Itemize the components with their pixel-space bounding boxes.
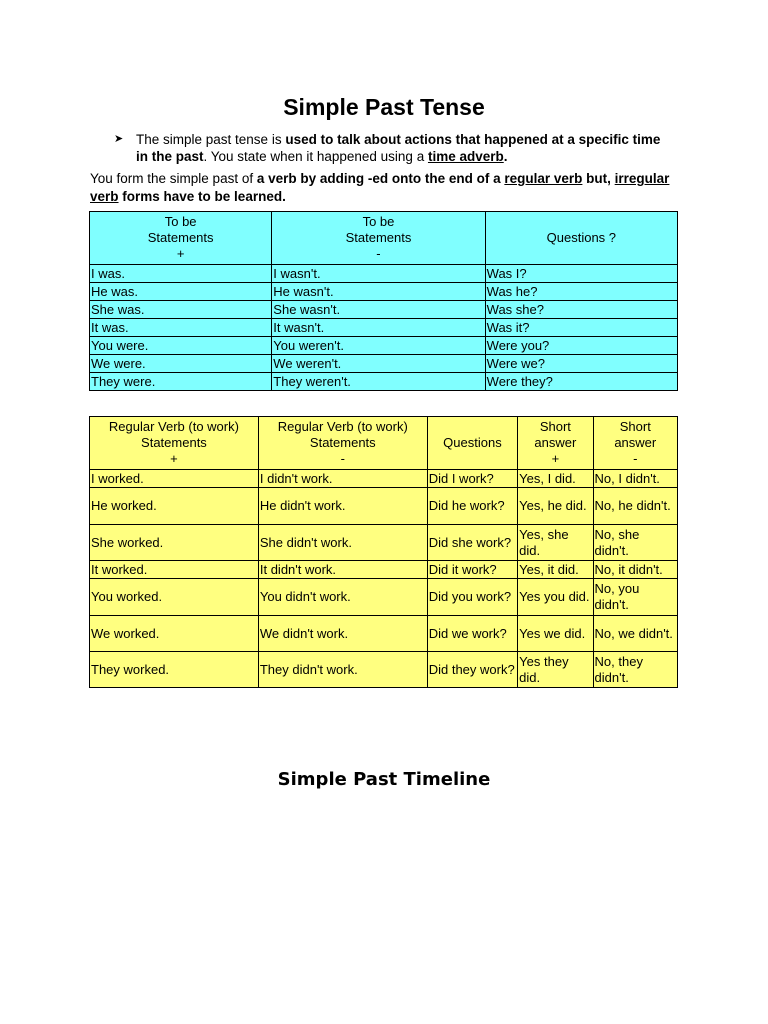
arrow-bullet-icon: ➤ [114,133,124,145]
table-header-row [90,417,678,470]
header-line: answer [534,435,577,450]
header-cell-short-answer-positive [518,417,593,470]
header-line: Statements [309,435,376,450]
header-line: To be [362,214,395,229]
table-cell: I worked. [90,470,259,488]
table-cell: They weren't. [272,373,485,391]
to-be-table [89,211,678,391]
table-cell: Did she work? [427,525,517,561]
table-cell: Were we? [485,355,677,373]
header-line: To be [164,214,197,229]
table-cell: Did I work? [427,470,517,488]
table-cell: We didn't work. [258,616,427,652]
bullet-point [114,131,674,165]
table-cell: We were. [90,355,272,373]
table-cell: No, I didn't. [593,470,677,488]
table-cell: Did they work? [427,652,517,688]
table-cell: It worked. [90,561,259,579]
table-cell: She was. [90,301,272,319]
header-line: - [340,451,345,466]
header-line: - [633,451,638,466]
intro-text-bold: but, [582,171,615,186]
table-cell: I didn't work. [258,470,427,488]
table-cell: She didn't work. [258,525,427,561]
regular-verb-term: regular verb [504,171,583,186]
header-cell-questions [427,417,517,470]
table-row [90,265,678,283]
table-cell: Did we work? [427,616,517,652]
table-cell: You weren't. [272,337,485,355]
table-cell: Yes, I did. [518,470,593,488]
table-cell: He wasn't. [272,283,485,301]
header-line: Questions ? [546,230,617,245]
table-cell: Was he? [485,283,677,301]
table-cell: You didn't work. [258,579,427,616]
header-cell-questions [485,212,677,265]
header-line: + [551,451,560,466]
table-cell: It wasn't. [272,319,485,337]
table-cell: Were they? [485,373,677,391]
table-cell: Yes, he did. [518,488,593,525]
table-row [90,373,678,391]
table-cell: You worked. [90,579,259,616]
table-row [90,470,678,488]
table-cell: No, you didn't. [593,579,677,616]
header-line: Regular Verb (to work) [277,419,408,434]
header-line: Regular Verb (to work) [108,419,239,434]
irregular-verb-term: irregular verb [90,171,670,204]
table-cell: No, it didn't. [593,561,677,579]
header-line: answer [614,435,657,450]
table-cell: Yes, she did. [518,525,593,561]
table-row [90,283,678,301]
table-cell: Was it? [485,319,677,337]
table-row [90,579,678,616]
header-line: + [176,246,185,261]
table-cell: Did it work? [427,561,517,579]
table-cell: Yes they did. [518,652,593,688]
table-cell: We weren't. [272,355,485,373]
header-cell-statements-positive [90,417,259,470]
table-row [90,616,678,652]
table-cell: No, she didn't. [593,525,677,561]
header-cell-statements-negative [258,417,427,470]
table-cell: I wasn't. [272,265,485,283]
table-cell: Yes you did. [518,579,593,616]
header-line: Short [539,419,571,434]
intro-text-part: You form the simple past of [90,171,257,186]
bullet-text-part: The simple past tense is [136,132,286,147]
regular-verb-table [89,416,678,688]
table-cell: Was I? [485,265,677,283]
table-header-row [90,212,678,265]
header-line: Statements [141,435,207,450]
table-row [90,525,678,561]
table-cell: They were. [90,373,272,391]
table-row [90,301,678,319]
table-cell: Did you work? [427,579,517,616]
table-cell: No, they didn't. [593,652,677,688]
header-line: - [376,246,381,261]
header-cell-short-answer-negative [593,417,677,470]
table-cell: She worked. [90,525,259,561]
intro-text-bold: a verb by adding -ed onto the end of a [256,171,505,186]
regular-verb-table-body [90,470,678,688]
table-cell: You were. [90,337,272,355]
header-line: Questions [443,435,502,450]
table-row [90,652,678,688]
bullet-text-bold: used to talk about actions that happened at a specific time in the past [136,132,661,164]
table-cell: Did he work? [427,488,517,525]
header-line: Short [619,419,651,434]
header-cell-statements-positive [90,212,272,265]
intro-paragraph [90,170,690,206]
table-cell: No, he didn't. [593,488,677,525]
table-cell: He was. [90,283,272,301]
table-cell: Yes, it did. [518,561,593,579]
table-row [90,561,678,579]
table-cell: Were you? [485,337,677,355]
bullet-text-part: . [503,149,508,164]
header-line: Statements [147,230,214,245]
page-title: Simple Past Tense [283,94,485,120]
table-cell: No, we didn't. [593,616,677,652]
table-cell: He didn't work. [258,488,427,525]
table-cell: Yes we did. [518,616,593,652]
table-cell: We worked. [90,616,259,652]
table-row [90,488,678,525]
table-row [90,355,678,373]
table-cell: They worked. [90,652,259,688]
table-cell: He worked. [90,488,259,525]
table-row [90,337,678,355]
to-be-table-body [90,265,678,391]
table-cell: She wasn't. [272,301,485,319]
bullet-text [136,131,674,165]
intro-text-bold: forms have to be learned. [118,189,286,204]
table-cell: They didn't work. [258,652,427,688]
table-cell: Was she? [485,301,677,319]
header-line: Statements [345,230,412,245]
section-subtitle: Simple Past Timeline [277,769,491,790]
table-cell: It was. [90,319,272,337]
time-adverb-term: time adverb [427,149,504,164]
table-cell: It didn't work. [258,561,427,579]
header-cell-statements-negative [272,212,485,265]
header-line: + [170,451,178,466]
table-row [90,319,678,337]
bullet-text-part: . You state when it happened using a [203,149,428,164]
table-cell: I was. [90,265,272,283]
